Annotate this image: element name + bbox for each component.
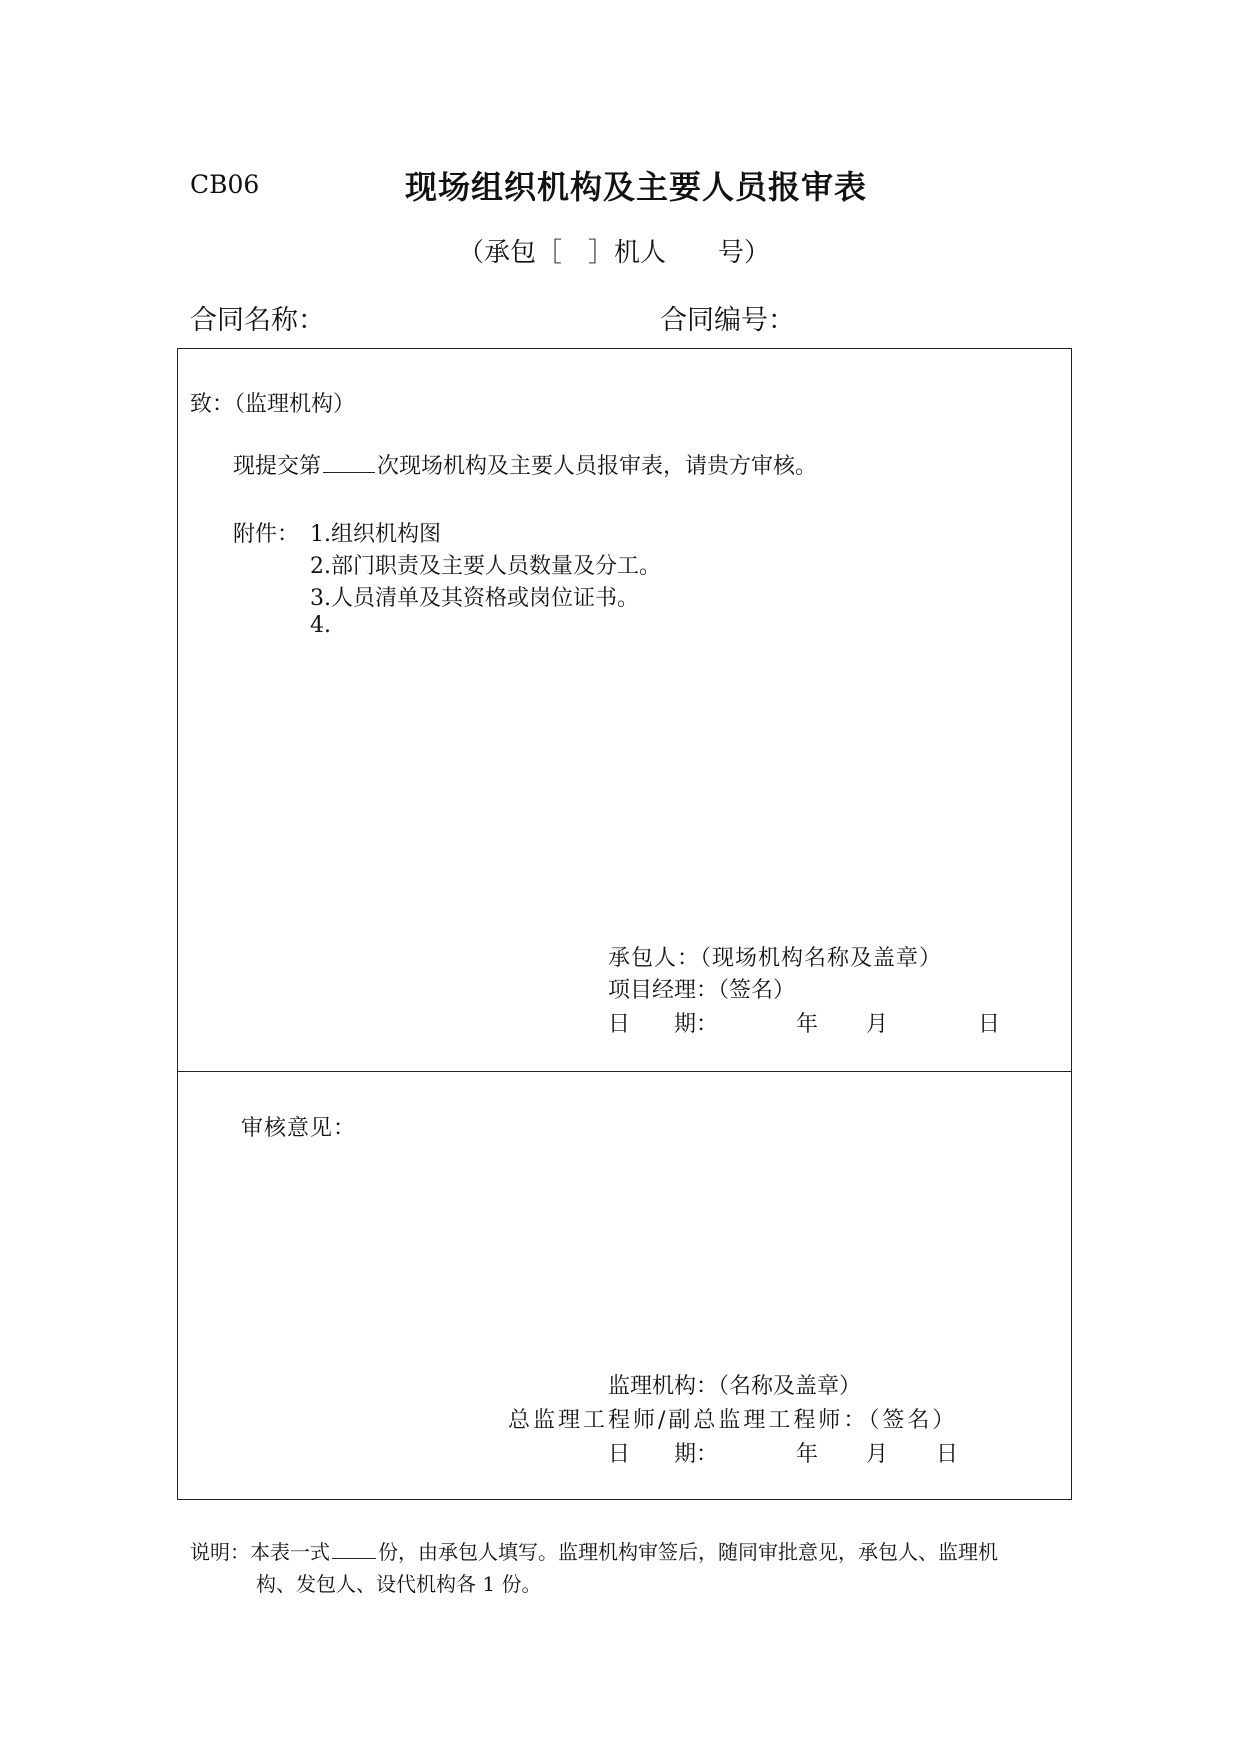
- attachment-item: 2.部门职责及主要人员数量及分工。: [310, 554, 661, 579]
- footer-note: [190, 1536, 998, 1565]
- contractor-label: 承包人：（现场机构名称及盖章）: [608, 946, 943, 971]
- review-opinion-label: 审核意见：: [241, 1116, 357, 1141]
- addressee-label: 致：（监理机构）: [190, 392, 356, 417]
- note-suffix: 份，由承包人填写。监理机构审签后，随同审批意见，承包人、监理机: [378, 1540, 998, 1564]
- year-label: 年: [796, 1012, 819, 1037]
- submission-date-row: [608, 1007, 1000, 1038]
- copies-count-blank[interactable]: [332, 1540, 376, 1559]
- day-label: 日: [936, 1442, 959, 1467]
- section-divider: [178, 1071, 1071, 1072]
- supervisor-label: 监理机构：（名称及盖章）: [608, 1374, 862, 1399]
- footer-note-line2: 构、发包人、设代机构各 1 份。: [256, 1572, 542, 1596]
- attachment-item: 4.: [310, 613, 331, 638]
- page-title: 现场组织机构及主要人员报审表: [405, 168, 868, 206]
- form-subtitle: （承包［ ］机人 号）: [458, 238, 771, 268]
- attachment-item: 1.组织机构图: [310, 522, 441, 547]
- month-label: 月: [866, 1012, 889, 1037]
- day-label: 日: [978, 1012, 1001, 1037]
- date-label: 日 期：: [608, 1012, 719, 1037]
- project-manager-label: 项目经理：（签名）: [608, 978, 796, 1003]
- contract-name-label: 合同名称：: [190, 305, 325, 336]
- submission-count-blank[interactable]: [323, 452, 375, 473]
- submission-suffix: 次现场机构及主要人员报审表，请贵方审核。: [377, 454, 818, 479]
- chief-engineer-label: 总监理工程师/副总监理工程师：（签名）: [508, 1408, 958, 1433]
- submission-prefix: 现提交第: [233, 454, 322, 479]
- month-label: 月: [866, 1442, 889, 1467]
- year-label: 年: [796, 1442, 819, 1467]
- note-prefix: 说明：本表一式: [190, 1540, 330, 1564]
- contract-number-label: 合同编号：: [660, 305, 795, 336]
- attachment-item: 3.人员清单及其资格或岗位证书。: [310, 586, 639, 611]
- date-label: 日 期：: [608, 1442, 719, 1467]
- form-table: [177, 348, 1072, 1500]
- attachments-label: 附件：: [233, 522, 300, 547]
- review-date-row: [608, 1437, 958, 1468]
- submission-statement: [233, 449, 817, 480]
- form-code: CB06: [190, 170, 260, 199]
